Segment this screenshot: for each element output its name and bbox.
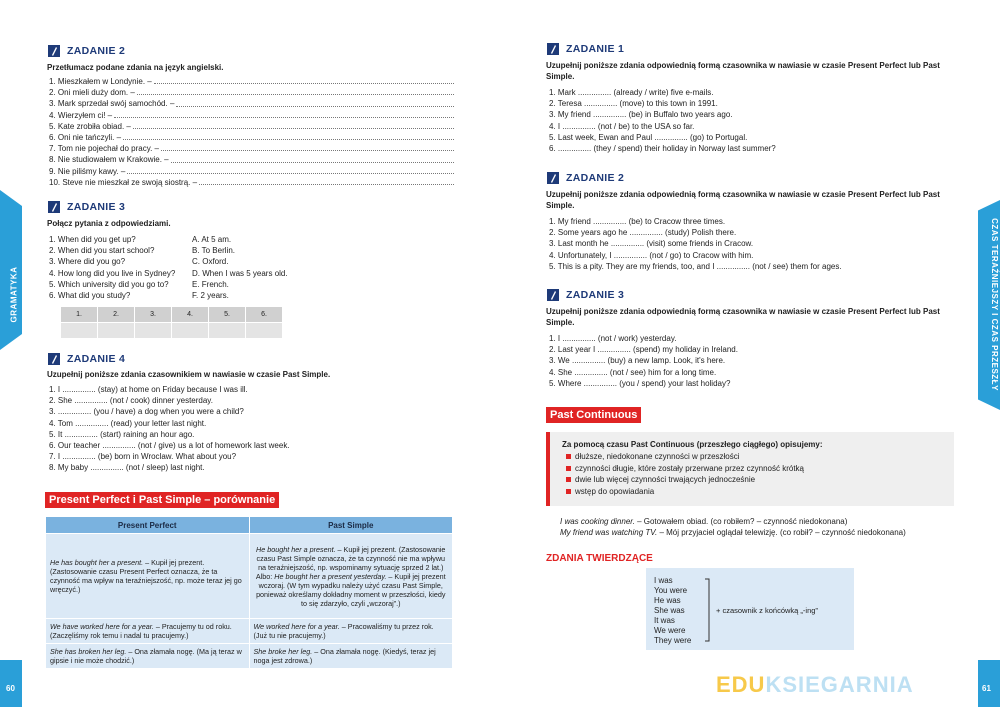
pronoun-list bbox=[654, 576, 691, 646]
right-z2-items bbox=[549, 216, 842, 272]
list-item: 3. My friend ............... (be) in Buffalo two years ago. bbox=[549, 110, 733, 120]
list-item: 5. This is a pity. They are my friends, too, and I ............... (not / see) them for ages. bbox=[549, 261, 842, 271]
past-continuous-title: Past Continuous bbox=[546, 407, 641, 423]
pronoun-item: I was bbox=[654, 576, 673, 585]
comparison-table bbox=[45, 516, 453, 669]
list-item: 8. Nie studiowałem w Krakowie. – bbox=[49, 154, 454, 165]
bullet-icon bbox=[566, 477, 571, 482]
list-item: 5. Kate zrobiła obiad. – bbox=[49, 121, 454, 132]
past-continuous-rules-box bbox=[546, 432, 954, 506]
watermark-logo: EDUKSIEGARNIA bbox=[716, 672, 914, 697]
right-z3-instruction: Uzupełnij poniższe zdania odpowiednią formą czasownika w nawiasie w czasie Present Perfect lub Past Simple. bbox=[546, 307, 940, 327]
list-item: 7. Tom nie pojechał do pracy. – bbox=[49, 143, 454, 154]
list-item: 2. Some years ago he ............... (study) Polish there. bbox=[549, 228, 737, 238]
pencil-icon bbox=[47, 352, 61, 366]
list-item: 1. Mark ............... (already / write) five e-mails. bbox=[549, 88, 714, 97]
question-item: 1. When did you get up? bbox=[49, 235, 136, 244]
left-z2-heading bbox=[47, 44, 125, 58]
answer-item: D. When I was 5 years old. bbox=[192, 268, 288, 278]
list-item: 3. Last month he ............... (visit) some friends in Cracow. bbox=[549, 239, 754, 249]
list-item: wstęp do opowiadania bbox=[566, 486, 954, 498]
list-item: 4. Unfortunately, I ............... (not / go) to Cracow with him. bbox=[549, 250, 754, 260]
question-item: 4. How long did you live in Sydney? bbox=[49, 268, 176, 278]
rules-list bbox=[566, 451, 954, 497]
left-side-tab-label: GRAMATYKA bbox=[9, 266, 19, 323]
list-item: 4. She ............... (not / see) him for a long time. bbox=[549, 367, 717, 377]
list-item: 6. Our teacher ............... (not / give) us a lot of homework last week. bbox=[49, 441, 290, 451]
grid-header: 1. bbox=[61, 307, 98, 323]
right-page-number: 61 bbox=[982, 684, 991, 693]
list-item: 4. Wierzyłem ci! – bbox=[49, 110, 454, 121]
left-z3-instruction: Połącz pytania z odpowiedziami. bbox=[47, 219, 171, 228]
right-z3-items bbox=[549, 333, 738, 389]
comparison-title: Present Perfect i Past Simple – porównanie bbox=[45, 492, 279, 508]
list-item: czynności długie, które zostały przerwane przez czynność krótką bbox=[566, 463, 954, 475]
list-item: 3. We ............... (buy) a new lamp. Look, it's here. bbox=[549, 356, 726, 366]
table-header: Past Simple bbox=[249, 517, 453, 534]
bullet-icon bbox=[566, 454, 571, 459]
right-z1-instruction: Uzupełnij poniższe zdania odpowiednią formą czasownika w nawiasie w czasie Present Perfect lub Past Simple. bbox=[546, 61, 940, 81]
table-cell: We worked here for a year. – Pracowaliśmy tu przez rok. (Już tu nie pracujemy.) bbox=[249, 619, 453, 644]
list-item: dłuższe, niedokonane czynności w przeszłości bbox=[566, 451, 954, 463]
pencil-icon bbox=[546, 171, 560, 185]
list-item: 3. Mark sprzedał swój samochód. – bbox=[49, 98, 454, 109]
affirmative-box bbox=[646, 568, 854, 650]
list-item: 5. Last week, Ewan and Paul ............... (go) to Portugal. bbox=[549, 132, 748, 142]
right-z2-title: ZADANIE 2 bbox=[566, 172, 625, 184]
past-continuous-examples bbox=[560, 516, 906, 538]
answer-item: F. 2 years. bbox=[192, 291, 229, 301]
right-z3-title: ZADANIE 3 bbox=[566, 289, 625, 301]
grid-answer-cell[interactable] bbox=[246, 323, 283, 339]
list-item: 2. Last year I ............... (spend) my holiday in Ireland. bbox=[549, 345, 738, 355]
pronoun-item: He was bbox=[654, 596, 681, 605]
answer-grid bbox=[60, 306, 283, 339]
example-line: My friend was watching TV. – Mój przyjaciel oglądał telewizję. (co robił? – czynność niedokonana) bbox=[560, 528, 906, 538]
list-item: 6. ............... (they / spend) their holiday in Norway last summer? bbox=[549, 144, 776, 154]
left-z4-items bbox=[49, 384, 290, 474]
pronoun-item: You were bbox=[654, 586, 688, 595]
bullet-icon bbox=[566, 466, 571, 471]
right-side-tab-label: CZAS TERAŹNIEJSZY I CZAS PRZESZŁY bbox=[989, 218, 999, 391]
right-z1-title: ZADANIE 1 bbox=[566, 43, 625, 55]
list-item: 4. Tom ............... (read) your letter last night. bbox=[49, 418, 207, 428]
grid-answer-cell[interactable] bbox=[98, 323, 135, 339]
example-line: I was cooking dinner. – Gotowałem obiad. (co robiłem? – czynność niedokonana) bbox=[560, 517, 848, 526]
pencil-icon bbox=[47, 200, 61, 214]
list-item: 8. My baby ............... (not / sleep) last night. bbox=[49, 463, 205, 473]
list-item: 5. Where ............... (you / spend) your last holiday? bbox=[549, 378, 731, 388]
left-z2-instruction: Przetłumacz podane zdania na język angielski. bbox=[47, 63, 224, 72]
list-item: 7. I ............... (be) born in Wroclaw. What about you? bbox=[49, 452, 237, 462]
pronoun-item: They were bbox=[654, 636, 692, 645]
grid-answer-cell[interactable] bbox=[135, 323, 172, 339]
question-item: 6. What did you study? bbox=[49, 291, 131, 301]
grid-answer-cell[interactable] bbox=[209, 323, 246, 339]
pronoun-item: It was bbox=[654, 616, 675, 625]
grid-header: 3. bbox=[135, 307, 172, 323]
grid-header: 5. bbox=[209, 307, 246, 323]
table-row bbox=[46, 619, 453, 644]
left-z3-title: ZADANIE 3 bbox=[67, 201, 126, 213]
rule-text: + czasownik z końcówką „-ing” bbox=[716, 606, 818, 615]
list-item: 1. I ............... (not / work) yesterday. bbox=[549, 334, 677, 343]
table-row bbox=[46, 534, 453, 619]
answer-item: A. At 5 am. bbox=[192, 235, 232, 244]
rules-box-title: Za pomocą czasu Past Continuous (przeszłego ciągłego) opisujemy: bbox=[562, 440, 823, 449]
right-z2-instruction: Uzupełnij poniższe zdania odpowiednią formą czasownika w nawiasie w czasie Present Perfect lub Past Simple. bbox=[546, 190, 940, 210]
left-z4-instruction: Uzupełnij poniższe zdania czasownikiem w nawiasie w czasie Past Simple. bbox=[47, 370, 331, 379]
question-item: 5. Which university did you go to? bbox=[49, 279, 169, 289]
left-z3-heading bbox=[47, 200, 125, 214]
pronoun-item: We were bbox=[654, 626, 686, 635]
table-cell: We have worked here for a year. – Pracujemy tu od roku. (Zaczęliśmy rok temu i nadal tu pracujemy.) bbox=[46, 619, 250, 644]
right-z2-heading bbox=[546, 171, 624, 185]
question-item: 3. Where did you go? bbox=[49, 257, 126, 267]
table-header: Present Perfect bbox=[46, 517, 250, 534]
bracket-icon bbox=[704, 578, 712, 642]
affirmative-subheading: ZDANIA TWIERDZĄCE bbox=[546, 553, 653, 564]
left-z3-answers bbox=[192, 234, 288, 301]
table-row bbox=[46, 644, 453, 669]
right-z1-items bbox=[549, 87, 776, 154]
grid-header: 4. bbox=[172, 307, 209, 323]
right-z3-heading bbox=[546, 288, 624, 302]
list-item: 5. It ............... (start) raining an hour ago. bbox=[49, 429, 195, 439]
list-item: 10. Steve nie mieszkał ze swoją siostrą. – bbox=[49, 177, 454, 188]
table-cell: She has broken her leg. – Ona złamała nogę. (Ma ją teraz w gipsie i nie może chodzić.) bbox=[46, 644, 250, 669]
left-z4-heading bbox=[47, 352, 125, 366]
list-item: 1. Mieszkałem w Londynie. – bbox=[49, 76, 454, 87]
list-item: 4. I ............... (not / be) to the USA so far. bbox=[549, 121, 695, 131]
left-z4-title: ZADANIE 4 bbox=[67, 353, 126, 365]
pencil-icon bbox=[47, 44, 61, 58]
grid-answer-cell[interactable] bbox=[61, 323, 98, 339]
question-item: 2. When did you start school? bbox=[49, 246, 155, 256]
grid-header: 6. bbox=[246, 307, 283, 323]
answer-item: B. To Berlin. bbox=[192, 246, 235, 256]
list-item: 6. Oni nie tańczyli. – bbox=[49, 132, 454, 143]
table-cell: He has bought her a present. – Kupił jej prezent. (Zastosowanie czasu Present Perfect oznacza, że ta czynność ma wpływ na teraźniejszość, np. może teraz jej go wręczyć.) bbox=[46, 534, 250, 619]
grid-answer-cell[interactable] bbox=[172, 323, 209, 339]
table-cell: He bought her a present. – Kupił jej prezent. (Zastosowanie czasu Past Simple oznacza, że ta czynność nie ma wpływu na teraźniejszość, np. wspominamy sytuację sprzed 2 lat.) Albo: He bought her a present yesterday. – Kupił jej prezent wczoraj. (W tym wypadku należy użyć czasu Past Simple, ponieważ określamy dokładny moment w przeszłości, kiedy to się zdarzyło, czyli „wczoraj”.) bbox=[249, 534, 453, 619]
list-item: 2. Oni mieli duży dom. – bbox=[49, 87, 454, 98]
answer-item: E. French. bbox=[192, 279, 229, 289]
grid-header: 2. bbox=[98, 307, 135, 323]
table-cell: She broke her leg. – Ona złamała nogę. (Kiedyś, teraz jej noga jest zdrowa.) bbox=[249, 644, 453, 669]
left-page-number: 60 bbox=[6, 684, 15, 693]
list-item: 2. Teresa ............... (move) to this town in 1991. bbox=[549, 99, 718, 109]
right-z1-heading bbox=[546, 42, 624, 56]
pencil-icon bbox=[546, 288, 560, 302]
list-item: 1. My friend ............... (be) to Cracow three times. bbox=[549, 217, 726, 226]
list-item: 9. Nie piliśmy kawy. – bbox=[49, 166, 454, 177]
list-item: 2. She ............... (not / cook) dinner yesterday. bbox=[49, 396, 213, 406]
left-z2-title: ZADANIE 2 bbox=[67, 45, 126, 57]
list-item: dwie lub więcej czynności trwających jednocześnie bbox=[566, 474, 954, 486]
pronoun-item: She was bbox=[654, 606, 685, 615]
left-z2-items bbox=[49, 76, 454, 188]
left-z3-questions bbox=[49, 234, 175, 301]
list-item: 1. I ............... (stay) at home on Friday because I was ill. bbox=[49, 385, 248, 394]
list-item: 3. ............... (you / have) a dog when you were a child? bbox=[49, 407, 244, 417]
pencil-icon bbox=[546, 42, 560, 56]
answer-item: C. Oxford. bbox=[192, 257, 229, 267]
bullet-icon bbox=[566, 489, 571, 494]
